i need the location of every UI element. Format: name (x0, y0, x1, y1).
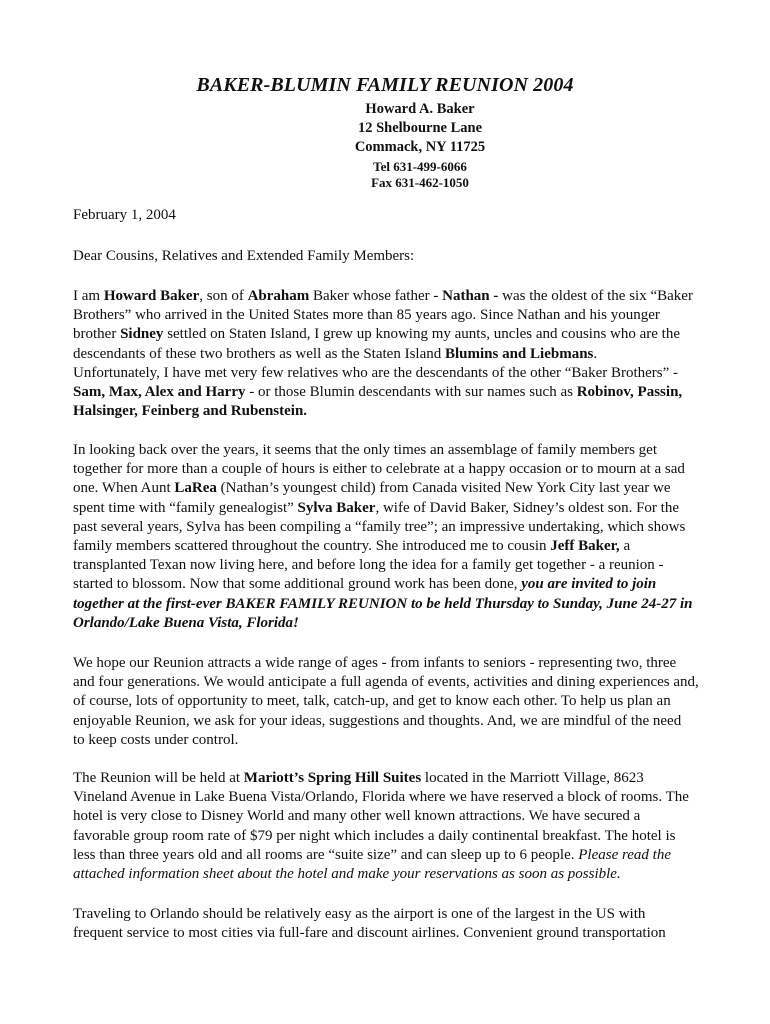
text-run: transplanted Texan now living here, and before long the idea for a family get together - a reunion - (73, 557, 664, 574)
text-line (73, 673, 703, 692)
text-run: Abraham (247, 288, 310, 304)
text-run: We hope our Reunion attracts a wide range of ages - from infants to seniors - representing two, three (73, 655, 677, 671)
letter-title: BAKER-BLUMIN FAMILY REUNION 2004 (196, 74, 574, 96)
text-line (73, 788, 703, 807)
text-line (73, 731, 703, 750)
text-line (73, 537, 703, 556)
text-line (73, 306, 703, 325)
text-run: hotel is very close to Disney World and many other well known attractions. We have secured a (73, 808, 641, 825)
text-run: settled on Staten Island, I grew up knowing my aunts, uncles and cousins who are the (163, 326, 680, 343)
sender-fax: Fax 631-462-1050 (371, 175, 469, 190)
text-line (73, 865, 703, 884)
text-line (73, 364, 703, 383)
text-run: to keep costs under control. (73, 731, 239, 748)
text-run: . (593, 345, 598, 362)
text-run: , son of (199, 288, 248, 304)
text-run: brother (73, 326, 121, 343)
text-run: attached information sheet about the hotel and make your reservations as soon as possible. (73, 865, 621, 882)
text-run: was the oldest of the six “Baker (498, 288, 693, 304)
text-line (73, 518, 703, 537)
text-run: Howard Baker (103, 288, 200, 304)
text-run: Vineland Avenue in Lake Buena Vista/Orlando, Florida where we have reserved a block of rooms. The (73, 789, 689, 806)
text-run: you are invited to join (521, 576, 657, 593)
text-line (73, 325, 703, 344)
text-run: Mariott’s Spring Hill Suites (243, 770, 422, 786)
text-run: frequent service to most cities via full-fare and discount airlines. Convenient ground transportation (73, 925, 666, 942)
text-line (73, 499, 703, 518)
text-run: Blumins and Liebmans (444, 345, 594, 362)
sender-street: 12 Shelbourne Lane (357, 120, 483, 136)
text-run: Traveling to Orlando should be relatively easy as the airport is one of the largest in the US with (73, 906, 646, 922)
text-line (73, 287, 703, 306)
text-run: In looking back over the years, it seems that the only times an assemblage of family members get (73, 442, 658, 458)
text-run: family members scattered throughout the country. She introduced me to cousin (73, 537, 551, 554)
letter-date: February 1, 2004 (73, 207, 176, 223)
text-run: favorable group room rate of $79 per night which includes a daily continental breakfast. The hotel is (73, 827, 676, 844)
text-run: located in the Marriott Village, 8623 (421, 770, 644, 786)
text-run: Sylva Baker (297, 499, 376, 516)
text-run: Unfortunately, I have met very few relatives who are the descendants of the other “Baker Brothers” - (73, 364, 679, 381)
sender-phone: Tel 631-499-6066 (373, 159, 467, 174)
text-run: past several years, Sylva has been compiling a “family tree”; an impressive undertaking, which shows (73, 518, 686, 535)
sender-city: Commack, NY 11725 (354, 139, 486, 155)
text-line (73, 712, 703, 731)
text-run: together for more than a couple of hours is either to celebrate at a happy occasion or to mourn at a sad (73, 461, 685, 478)
text-line (73, 846, 703, 865)
text-run: spent time with “family genealogist” (73, 499, 298, 516)
text-line (73, 479, 703, 498)
text-run: I am (73, 288, 104, 304)
body-paragraph-3 (73, 654, 703, 750)
text-run: a (619, 537, 631, 554)
text-run: The Reunion will be held at (73, 770, 244, 786)
text-run: , wife of David Baker, Sidney’s oldest son. For the (375, 499, 679, 516)
text-run: Orlando/Lake Buena Vista, Florida! (73, 614, 299, 631)
text-run: Sam, Max, Alex and Harry (73, 383, 246, 400)
text-run: one. When Aunt (73, 480, 175, 497)
text-run: Robinov, Passin, (576, 383, 683, 400)
text-line (73, 692, 703, 711)
text-line (73, 460, 703, 479)
body-paragraph-2 (73, 441, 703, 633)
text-line (73, 924, 703, 943)
text-run: (Nathan’s youngest child) from Canada visited New York City last year we (216, 480, 671, 497)
text-run: started to blossom. Now that some additional ground work has been done, (73, 576, 522, 593)
text-run: Halsinger, Feinberg and Rubenstein. (73, 403, 308, 420)
text-line (73, 575, 703, 594)
text-run: enjoyable Reunion, we ask for your ideas, suggestions and thoughts. And, we are mindful of the need (73, 712, 682, 729)
body-paragraph-5 (73, 905, 703, 943)
text-run: less than three years old and all rooms are “suite size” and can sleep up to 6 people. (73, 846, 579, 863)
text-run: together at the first-ever BAKER FAMILY REUNION to be held Thursday to Sunday, June 24-27 in (73, 595, 693, 612)
text-run: Jeff Baker, (550, 537, 620, 554)
text-line (73, 827, 703, 846)
body-paragraph-4 (73, 769, 703, 884)
text-line (73, 769, 703, 788)
text-line (73, 441, 703, 460)
text-run: Sidney (120, 326, 164, 343)
text-line (73, 556, 703, 575)
text-run: of course, lots of opportunity to meet, talk, catch-up, and get to know each other. To help us plan an (73, 693, 671, 710)
text-line (73, 402, 703, 421)
text-line (73, 345, 703, 364)
text-line (73, 595, 703, 614)
text-line (73, 614, 703, 633)
text-run: Nathan - (442, 288, 499, 304)
text-run: - or those Blumin descendants with sur names such as (245, 383, 577, 400)
text-run: Brothers” who arrived in the United States more than 85 years ago. Since Nathan and his younger (73, 307, 660, 324)
text-line (73, 807, 703, 826)
salutation: Dear Cousins, Relatives and Extended Family Members: (73, 248, 415, 264)
text-run: descendants of these two brothers as well as the Staten Island (73, 345, 445, 362)
body-paragraph-1 (73, 287, 703, 421)
text-run: Please read the (578, 846, 671, 863)
text-run: Baker whose father - (309, 288, 443, 304)
text-run: and four generations. We would anticipate a full agenda of events, activities and dining experiences and, (73, 674, 699, 691)
text-line (73, 905, 703, 924)
sender-name: Howard A. Baker (365, 101, 475, 117)
text-line (73, 654, 703, 673)
text-run: LaRea (174, 480, 217, 497)
text-line (73, 383, 703, 402)
